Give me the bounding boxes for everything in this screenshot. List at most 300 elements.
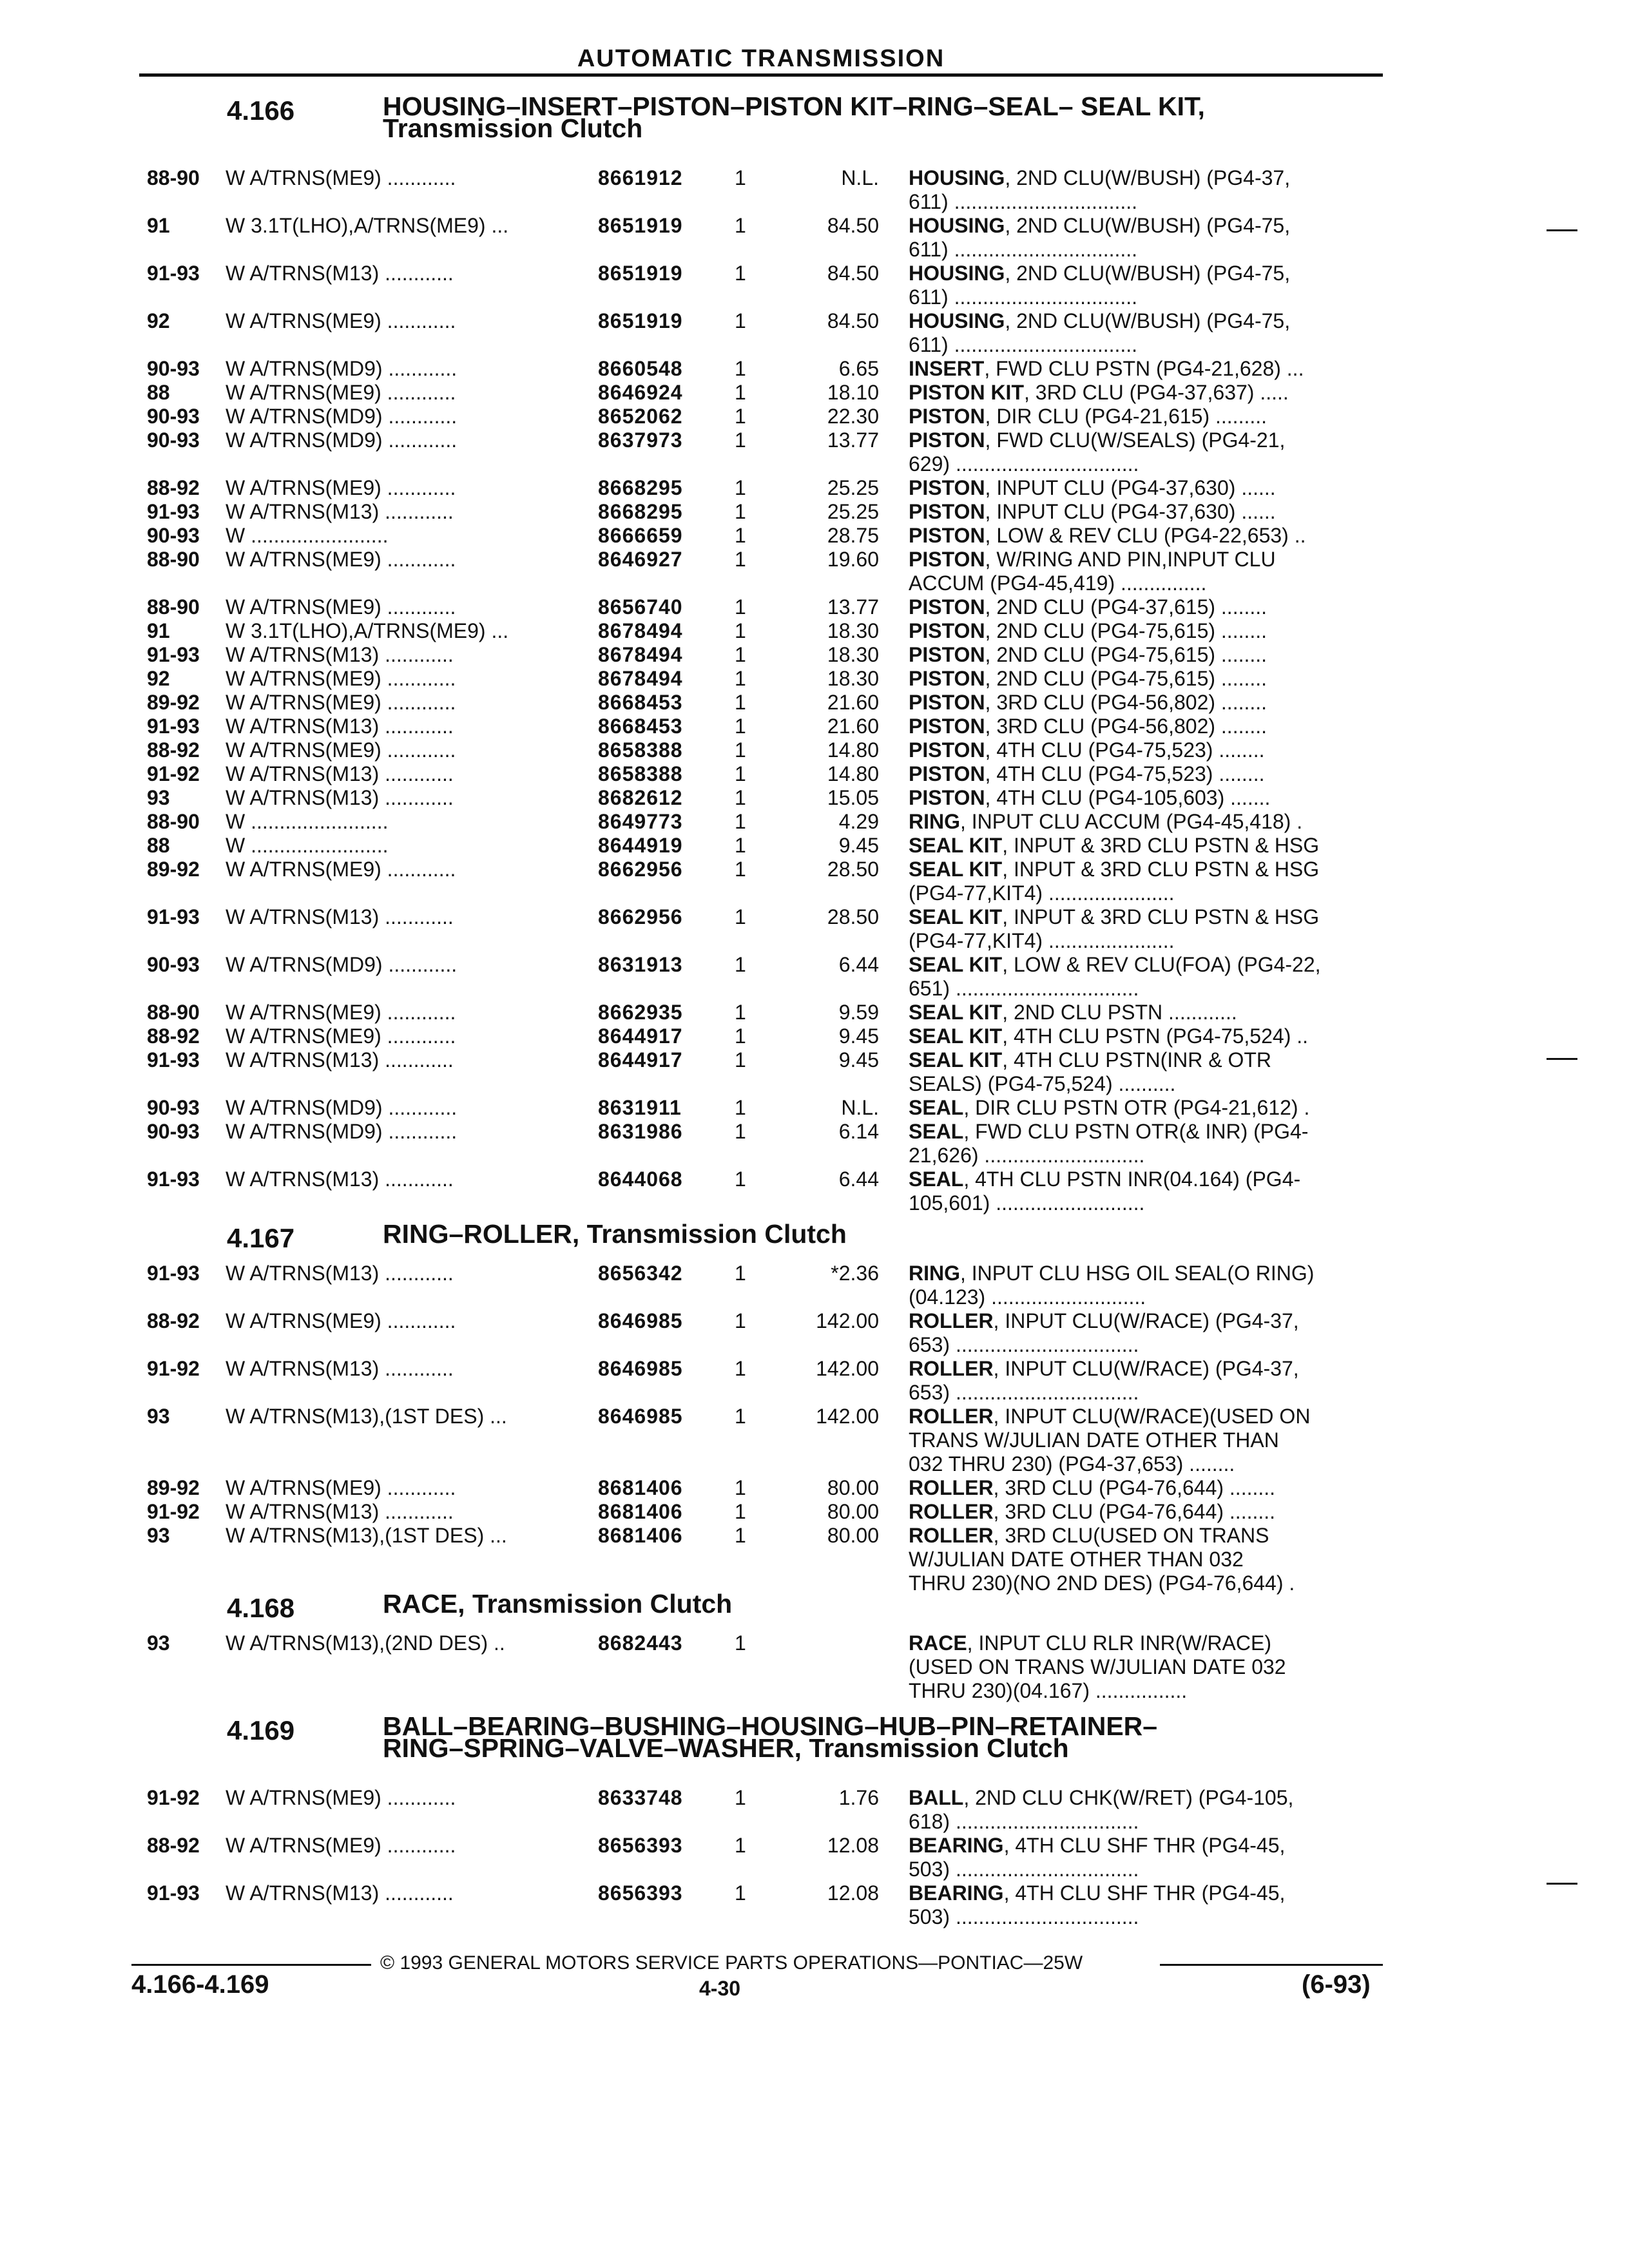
part-number: 8644068 bbox=[598, 1168, 683, 1191]
price: 14.80 bbox=[827, 762, 879, 785]
model-years: 90-93 bbox=[147, 405, 200, 428]
part-name: ROLLER bbox=[909, 1500, 994, 1523]
price: 18.30 bbox=[827, 667, 879, 690]
model-years: 90-93 bbox=[147, 524, 200, 547]
application: W A/TRNS(ME9) ............ bbox=[226, 381, 456, 404]
application: W A/TRNS(MD9) ............ bbox=[226, 1120, 458, 1143]
part-number: 8681406 bbox=[598, 1524, 683, 1547]
part-details: , 3RD CLU (PG4-37,637) ..... bbox=[1023, 381, 1289, 404]
quantity: 1 bbox=[735, 1309, 746, 1332]
description bbox=[909, 858, 1385, 905]
part-details: , INPUT & 3RD CLU PSTN & HSG (PG4-77,KIT4) ...................... bbox=[909, 858, 1320, 905]
description bbox=[909, 166, 1385, 214]
application: W A/TRNS(M13),(1ST DES) ... bbox=[226, 1405, 507, 1428]
part-number: 8668453 bbox=[598, 715, 683, 738]
price: 25.25 bbox=[827, 500, 879, 523]
price: 142.00 bbox=[816, 1357, 879, 1380]
part-name: SEAL bbox=[909, 1096, 964, 1119]
part-name: RACE bbox=[909, 1631, 967, 1655]
footer-copyright: © 1993 GENERAL MOTORS SERVICE PARTS OPERATIONS—PONTIAC—25W bbox=[380, 1952, 1083, 1974]
price: 18.10 bbox=[827, 381, 879, 404]
price: 6.44 bbox=[838, 1168, 879, 1191]
price: 12.08 bbox=[827, 1834, 879, 1857]
quantity: 1 bbox=[735, 166, 746, 189]
section-number: 4.168 bbox=[227, 1593, 295, 1623]
margin-mark bbox=[1547, 229, 1577, 231]
model-years: 92 bbox=[147, 309, 170, 332]
footer-date: (6-93) bbox=[1302, 1970, 1371, 1999]
price: 9.45 bbox=[838, 834, 879, 857]
section-number: 4.166 bbox=[227, 95, 295, 126]
part-details: , 2ND CLU(W/BUSH) (PG4-75, 611) ................................ bbox=[909, 309, 1291, 356]
description bbox=[909, 1001, 1385, 1024]
application: W ........................ bbox=[226, 834, 389, 857]
application: W A/TRNS(M13) ............ bbox=[226, 1048, 454, 1072]
part-details: , 4TH CLU (PG4-75,523) ........ bbox=[985, 738, 1265, 762]
part-name: SEAL KIT bbox=[909, 1048, 1003, 1072]
part-number: 8646985 bbox=[598, 1357, 683, 1380]
part-number: 8681406 bbox=[598, 1500, 683, 1523]
application: W 3.1T(LHO),A/TRNS(ME9) ... bbox=[226, 214, 509, 237]
model-years: 93 bbox=[147, 786, 170, 809]
price: 80.00 bbox=[827, 1476, 879, 1499]
quantity: 1 bbox=[735, 738, 746, 762]
part-number: 8682443 bbox=[598, 1631, 683, 1655]
price: 18.30 bbox=[827, 643, 879, 666]
application: W ........................ bbox=[226, 524, 389, 547]
application: W ........................ bbox=[226, 810, 389, 833]
quantity: 1 bbox=[735, 1881, 746, 1905]
quantity: 1 bbox=[735, 643, 746, 666]
section-title-line: RING–ROLLER, Transmission Clutch bbox=[383, 1219, 847, 1249]
margin-mark bbox=[1547, 1883, 1577, 1885]
part-number: 8651919 bbox=[598, 309, 683, 332]
part-details: , 4TH CLU PSTN (PG4-75,524) .. bbox=[1002, 1024, 1309, 1048]
part-name: PISTON bbox=[909, 548, 985, 571]
model-years: 88-92 bbox=[147, 1309, 200, 1332]
description bbox=[909, 1309, 1385, 1357]
price: 14.80 bbox=[827, 738, 879, 762]
part-number: 8652062 bbox=[598, 405, 683, 428]
part-number: 8646985 bbox=[598, 1405, 683, 1428]
model-years: 88-92 bbox=[147, 1024, 200, 1048]
application: W A/TRNS(ME9) ............ bbox=[226, 309, 456, 332]
price: 9.45 bbox=[838, 1024, 879, 1048]
footer-rule-right bbox=[1160, 1964, 1383, 1966]
price: 21.60 bbox=[827, 691, 879, 714]
part-details: , INPUT CLU(W/RACE) (PG4-37, 653) ................................ bbox=[909, 1357, 1299, 1404]
section-title bbox=[383, 1589, 1388, 1619]
model-years: 91-93 bbox=[147, 905, 200, 928]
price: N.L. bbox=[841, 1096, 879, 1119]
application: W A/TRNS(M13) ............ bbox=[226, 786, 454, 809]
quantity: 1 bbox=[735, 834, 746, 857]
part-number: 8656740 bbox=[598, 595, 683, 619]
model-years: 93 bbox=[147, 1631, 170, 1655]
part-name: SEAL KIT bbox=[909, 1024, 1003, 1048]
quantity: 1 bbox=[735, 1500, 746, 1523]
part-name: ROLLER bbox=[909, 1309, 994, 1332]
application: W A/TRNS(M13) ............ bbox=[226, 262, 454, 285]
application: W A/TRNS(ME9) ............ bbox=[226, 548, 456, 571]
part-number: 8658388 bbox=[598, 738, 683, 762]
footer-section-range: 4.166-4.169 bbox=[131, 1970, 269, 1999]
part-name: PISTON bbox=[909, 643, 985, 666]
part-number: 8681406 bbox=[598, 1476, 683, 1499]
section-title bbox=[383, 1219, 1388, 1249]
description bbox=[909, 762, 1385, 786]
description bbox=[909, 1786, 1385, 1834]
price: 15.05 bbox=[827, 786, 879, 809]
description bbox=[909, 262, 1385, 309]
part-name: PISTON bbox=[909, 667, 985, 690]
model-years: 91-93 bbox=[147, 1881, 200, 1905]
part-number: 8666659 bbox=[598, 524, 683, 547]
quantity: 1 bbox=[735, 1524, 746, 1547]
application: W A/TRNS(M13) ............ bbox=[226, 500, 454, 523]
description bbox=[909, 738, 1385, 762]
part-details: , FWD CLU PSTN OTR(& INR) (PG4- 21,626) ............................ bbox=[909, 1120, 1309, 1167]
quantity: 1 bbox=[735, 953, 746, 976]
part-name: ROLLER bbox=[909, 1476, 994, 1499]
part-number: 8682612 bbox=[598, 786, 683, 809]
part-name: SEAL KIT bbox=[909, 858, 1003, 881]
quantity: 1 bbox=[735, 619, 746, 642]
description bbox=[909, 1476, 1385, 1500]
part-number: 8668453 bbox=[598, 691, 683, 714]
part-number: 8646927 bbox=[598, 548, 683, 571]
part-name: PISTON bbox=[909, 738, 985, 762]
application: W A/TRNS(ME9) ............ bbox=[226, 1476, 456, 1499]
model-years: 91-92 bbox=[147, 1357, 200, 1380]
part-name: PISTON bbox=[909, 476, 985, 499]
part-number: 8678494 bbox=[598, 667, 683, 690]
part-details: , 4TH CLU PSTN INR(04.164) (PG4- 105,601) .......................... bbox=[909, 1168, 1301, 1215]
part-details: , 2ND CLU(W/BUSH) (PG4-75, 611) ................................ bbox=[909, 262, 1291, 309]
application: W A/TRNS(M13) ............ bbox=[226, 1262, 454, 1285]
part-details: , 4TH CLU (PG4-75,523) ........ bbox=[985, 762, 1265, 785]
part-name: RING bbox=[909, 810, 960, 833]
header-rule bbox=[139, 73, 1383, 77]
part-details: , INPUT & 3RD CLU PSTN & HSG bbox=[1002, 834, 1320, 857]
quantity: 1 bbox=[735, 1262, 746, 1285]
part-number: 8656393 bbox=[598, 1834, 683, 1857]
description bbox=[909, 524, 1385, 548]
model-years: 91-93 bbox=[147, 1262, 200, 1285]
part-name: PISTON bbox=[909, 428, 985, 452]
application: W A/TRNS(ME9) ............ bbox=[226, 738, 456, 762]
quantity: 1 bbox=[735, 905, 746, 928]
quantity: 1 bbox=[735, 1168, 746, 1191]
part-number: 8651919 bbox=[598, 262, 683, 285]
part-details: , INPUT & 3RD CLU PSTN & HSG (PG4-77,KIT4) ...................... bbox=[909, 905, 1320, 952]
part-details: , 2ND CLU PSTN ............ bbox=[1002, 1001, 1237, 1024]
application: W A/TRNS(M13) ............ bbox=[226, 762, 454, 785]
section-number: 4.167 bbox=[227, 1223, 295, 1253]
application: W A/TRNS(M13),(2ND DES) .. bbox=[226, 1631, 505, 1655]
part-details: , 4TH CLU (PG4-105,603) ....... bbox=[985, 786, 1271, 809]
application: W A/TRNS(MD9) ............ bbox=[226, 428, 458, 452]
quantity: 1 bbox=[735, 1357, 746, 1380]
quantity: 1 bbox=[735, 715, 746, 738]
part-number: 8646985 bbox=[598, 1309, 683, 1332]
application: W A/TRNS(ME9) ............ bbox=[226, 1001, 456, 1024]
application: W A/TRNS(ME9) ............ bbox=[226, 1309, 456, 1332]
part-details: , W/RING AND PIN,INPUT CLU ACCUM (PG4-45,419) ............... bbox=[909, 548, 1276, 595]
price: 1.76 bbox=[838, 1786, 879, 1809]
price: 28.75 bbox=[827, 524, 879, 547]
part-name: HOUSING bbox=[909, 166, 1005, 189]
model-years: 91-93 bbox=[147, 262, 200, 285]
quantity: 1 bbox=[735, 548, 746, 571]
description bbox=[909, 1168, 1385, 1215]
model-years: 90-93 bbox=[147, 428, 200, 452]
application: W A/TRNS(ME9) ............ bbox=[226, 1786, 456, 1809]
price: 9.45 bbox=[838, 1048, 879, 1072]
description bbox=[909, 1881, 1385, 1929]
part-number: 8661912 bbox=[598, 166, 683, 189]
model-years: 91-92 bbox=[147, 1500, 200, 1523]
quantity: 1 bbox=[735, 1024, 746, 1048]
part-number: 8658388 bbox=[598, 762, 683, 785]
quantity: 1 bbox=[735, 1405, 746, 1428]
part-details: , 2ND CLU(W/BUSH) (PG4-37, 611) ................................ bbox=[909, 166, 1291, 213]
part-number: 8644917 bbox=[598, 1048, 683, 1072]
page-header: AUTOMATIC TRANSMISSION bbox=[577, 45, 945, 72]
price: 84.50 bbox=[827, 262, 879, 285]
model-years: 90-93 bbox=[147, 357, 200, 380]
application: W A/TRNS(M13) ............ bbox=[226, 715, 454, 738]
price: 9.59 bbox=[838, 1001, 879, 1024]
part-name: PISTON bbox=[909, 619, 985, 642]
model-years: 93 bbox=[147, 1524, 170, 1547]
quantity: 1 bbox=[735, 214, 746, 237]
part-name: PISTON KIT bbox=[909, 381, 1024, 404]
description bbox=[909, 357, 1385, 381]
part-name: PISTON bbox=[909, 524, 985, 547]
price: 25.25 bbox=[827, 476, 879, 499]
part-name: PISTON bbox=[909, 762, 985, 785]
description bbox=[909, 428, 1385, 476]
description bbox=[909, 715, 1385, 738]
description bbox=[909, 619, 1385, 643]
description bbox=[909, 1120, 1385, 1168]
price: 12.08 bbox=[827, 1881, 879, 1905]
price: 13.77 bbox=[827, 428, 879, 452]
application: W A/TRNS(M13),(1ST DES) ... bbox=[226, 1524, 507, 1547]
model-years: 91-93 bbox=[147, 1048, 200, 1072]
part-details: , INPUT CLU (PG4-37,630) ...... bbox=[985, 476, 1276, 499]
price: 21.60 bbox=[827, 715, 879, 738]
application: W A/TRNS(ME9) ............ bbox=[226, 667, 456, 690]
price: 6.44 bbox=[838, 953, 879, 976]
part-details: , INPUT CLU ACCUM (PG4-45,418) . bbox=[960, 810, 1303, 833]
part-name: PISTON bbox=[909, 786, 985, 809]
part-details: , INPUT CLU HSG OIL SEAL(O RING) (04.123) ........................... bbox=[909, 1262, 1315, 1309]
section-title-line: BALL–BEARING–BUSHING–HOUSING–HUB–PIN–RETAINER– bbox=[383, 1711, 1158, 1741]
price: 6.14 bbox=[838, 1120, 879, 1143]
model-years: 89-92 bbox=[147, 691, 200, 714]
part-details: , 3RD CLU (PG4-76,644) ........ bbox=[993, 1476, 1276, 1499]
description bbox=[909, 786, 1385, 810]
part-details: , 3RD CLU (PG4-56,802) ........ bbox=[985, 691, 1268, 714]
part-name: ROLLER bbox=[909, 1357, 994, 1380]
part-number: 8646924 bbox=[598, 381, 683, 404]
application: W A/TRNS(ME9) ............ bbox=[226, 476, 456, 499]
model-years: 91-93 bbox=[147, 500, 200, 523]
section-title bbox=[383, 91, 1388, 143]
quantity: 1 bbox=[735, 1834, 746, 1857]
part-number: 8662956 bbox=[598, 905, 683, 928]
model-years: 93 bbox=[147, 1405, 170, 1428]
part-details: , INPUT CLU(W/RACE) (PG4-37, 653) ................................ bbox=[909, 1309, 1299, 1356]
part-number: 8633748 bbox=[598, 1786, 683, 1809]
part-name: PISTON bbox=[909, 500, 985, 523]
price: 19.60 bbox=[827, 548, 879, 571]
application: W A/TRNS(ME9) ............ bbox=[226, 595, 456, 619]
quantity: 1 bbox=[735, 691, 746, 714]
quantity: 1 bbox=[735, 667, 746, 690]
part-name: SEAL KIT bbox=[909, 905, 1003, 928]
part-number: 8678494 bbox=[598, 619, 683, 642]
description bbox=[909, 1405, 1385, 1476]
description bbox=[909, 1262, 1385, 1309]
part-details: , INPUT CLU RLR INR(W/RACE) (USED ON TRANS W/JULIAN DATE 032 THRU 230)(04.167) ................ bbox=[909, 1631, 1286, 1702]
part-number: 8662956 bbox=[598, 858, 683, 881]
model-years: 91-93 bbox=[147, 1168, 200, 1191]
model-years: 88-92 bbox=[147, 1834, 200, 1857]
model-years: 91-93 bbox=[147, 715, 200, 738]
footer-page-number: 4-30 bbox=[699, 1977, 741, 2000]
model-years: 89-92 bbox=[147, 858, 200, 881]
section-title-line: RACE, Transmission Clutch bbox=[383, 1589, 733, 1619]
description bbox=[909, 810, 1385, 834]
part-details: , 4TH CLU SHF THR (PG4-45, 503) ................................ bbox=[909, 1881, 1286, 1928]
application: W A/TRNS(M13) ............ bbox=[226, 905, 454, 928]
model-years: 91 bbox=[147, 214, 170, 237]
quantity: 1 bbox=[735, 1476, 746, 1499]
application: W A/TRNS(MD9) ............ bbox=[226, 953, 458, 976]
part-details: , 3RD CLU(USED ON TRANS W/JULIAN DATE OTHER THAN 032 THRU 230)(NO 2ND DES) (PG4-76,644) . bbox=[909, 1524, 1295, 1595]
part-name: PISTON bbox=[909, 715, 985, 738]
price: 6.65 bbox=[838, 357, 879, 380]
quantity: 1 bbox=[735, 1001, 746, 1024]
description bbox=[909, 1631, 1385, 1703]
footer-rule-left bbox=[131, 1964, 371, 1966]
price: 13.77 bbox=[827, 595, 879, 619]
margin-mark bbox=[1547, 1058, 1577, 1060]
section-title bbox=[383, 1711, 1388, 1763]
part-name: BEARING bbox=[909, 1881, 1004, 1905]
application: W A/TRNS(MD9) ............ bbox=[226, 405, 458, 428]
application: W A/TRNS(ME9) ............ bbox=[226, 166, 456, 189]
quantity: 1 bbox=[735, 476, 746, 499]
part-number: 8651919 bbox=[598, 214, 683, 237]
quantity: 1 bbox=[735, 595, 746, 619]
part-number: 8668295 bbox=[598, 476, 683, 499]
part-name: SEAL KIT bbox=[909, 834, 1003, 857]
description bbox=[909, 476, 1385, 500]
model-years: 88-92 bbox=[147, 476, 200, 499]
model-years: 88-90 bbox=[147, 548, 200, 571]
quantity: 1 bbox=[735, 762, 746, 785]
application: W 3.1T(LHO),A/TRNS(ME9) ... bbox=[226, 619, 509, 642]
description bbox=[909, 1048, 1385, 1096]
quantity: 1 bbox=[735, 1786, 746, 1809]
model-years: 88-92 bbox=[147, 738, 200, 762]
part-name: PISTON bbox=[909, 595, 985, 619]
application: W A/TRNS(M13) ............ bbox=[226, 1881, 454, 1905]
part-name: BEARING bbox=[909, 1834, 1004, 1857]
part-details: , 2ND CLU CHK(W/RET) (PG4-105, 618) ................................ bbox=[909, 1786, 1294, 1833]
part-number: 8662935 bbox=[598, 1001, 683, 1024]
part-details: , 2ND CLU (PG4-75,615) ........ bbox=[985, 619, 1268, 642]
description bbox=[909, 500, 1385, 524]
model-years: 88-90 bbox=[147, 810, 200, 833]
part-details: , LOW & REV CLU (PG4-22,653) .. bbox=[985, 524, 1306, 547]
price: 22.30 bbox=[827, 405, 879, 428]
description bbox=[909, 1500, 1385, 1524]
part-number: 8631986 bbox=[598, 1120, 683, 1143]
part-name: SEAL bbox=[909, 1120, 964, 1143]
part-details: , INPUT CLU(W/RACE)(USED ON TRANS W/JULIAN DATE OTHER THAN 032 THRU 230) (PG4-37,653) ........ bbox=[909, 1405, 1311, 1475]
part-number: 8631913 bbox=[598, 953, 683, 976]
description bbox=[909, 1024, 1385, 1048]
part-details: , 4TH CLU SHF THR (PG4-45, 503) ................................ bbox=[909, 1834, 1286, 1881]
model-years: 91-93 bbox=[147, 643, 200, 666]
quantity: 1 bbox=[735, 786, 746, 809]
description bbox=[909, 309, 1385, 357]
quantity: 1 bbox=[735, 1048, 746, 1072]
part-details: , 2ND CLU (PG4-75,615) ........ bbox=[985, 643, 1268, 666]
description bbox=[909, 1834, 1385, 1881]
part-name: ROLLER bbox=[909, 1405, 994, 1428]
part-details: , DIR CLU PSTN OTR (PG4-21,612) . bbox=[963, 1096, 1310, 1119]
quantity: 1 bbox=[735, 1120, 746, 1143]
quantity: 1 bbox=[735, 810, 746, 833]
quantity: 1 bbox=[735, 309, 746, 332]
part-details: , 3RD CLU (PG4-76,644) ........ bbox=[993, 1500, 1276, 1523]
description bbox=[909, 953, 1385, 1001]
part-details: , FWD CLU PSTN (PG4-21,628) ... bbox=[984, 357, 1304, 380]
part-name: HOUSING bbox=[909, 214, 1005, 237]
price: 84.50 bbox=[827, 214, 879, 237]
price: 142.00 bbox=[816, 1405, 879, 1428]
application: W A/TRNS(ME9) ............ bbox=[226, 858, 456, 881]
application: W A/TRNS(ME9) ............ bbox=[226, 1024, 456, 1048]
part-details: , LOW & REV CLU(FOA) (PG4-22, 651) ................................ bbox=[909, 953, 1321, 1000]
model-years: 88 bbox=[147, 834, 170, 857]
section-subtitle: RING–SPRING–VALVE–WASHER, Transmission Clutch bbox=[383, 1733, 1069, 1763]
part-number: 8631911 bbox=[598, 1096, 682, 1119]
application: W A/TRNS(ME9) ............ bbox=[226, 1834, 456, 1857]
model-years: 91-92 bbox=[147, 1786, 200, 1809]
quantity: 1 bbox=[735, 1096, 746, 1119]
model-years: 90-93 bbox=[147, 953, 200, 976]
price: 80.00 bbox=[827, 1500, 879, 1523]
application: W A/TRNS(M13) ............ bbox=[226, 643, 454, 666]
description bbox=[909, 834, 1385, 858]
description bbox=[909, 667, 1385, 691]
part-details: , DIR CLU (PG4-21,615) ......... bbox=[985, 405, 1268, 428]
part-name: SEAL KIT bbox=[909, 953, 1003, 976]
price: 28.50 bbox=[827, 905, 879, 928]
description bbox=[909, 691, 1385, 715]
description bbox=[909, 643, 1385, 667]
model-years: 91 bbox=[147, 619, 170, 642]
part-name: HOUSING bbox=[909, 262, 1005, 285]
part-name: PISTON bbox=[909, 691, 985, 714]
